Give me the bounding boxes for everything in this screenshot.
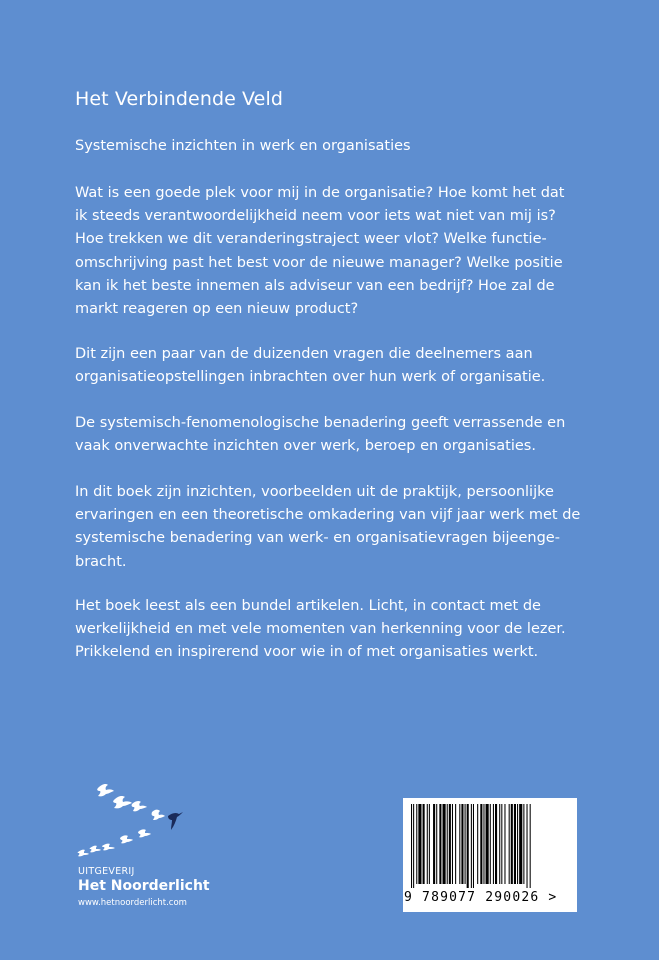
barcode-bar [477,804,478,884]
barcode-bar [514,804,516,884]
blurb-paragraph-2 [75,343,585,389]
barcode-bar [530,804,531,888]
barcode-bar [439,804,441,884]
barcode-bar [511,804,513,884]
publisher-label: UITGEVERIJ [78,866,135,877]
barcode-bar [473,804,474,888]
blurb-line: bracht. [75,553,127,570]
blurb-line: Wat is een goede plek voor mij in de organisatie? Hoe komt het dat [75,185,565,201]
barcode-bar [411,804,412,888]
barcode-bar [523,804,524,884]
publisher-logo [72,780,212,915]
barcode-bar [461,804,463,884]
book-title: Het Verbindende Veld [75,88,284,110]
barcode-bar [423,804,425,884]
blurb-line: Prikkelend en inspirerend voor wie in of met organisaties werkt. [75,644,539,661]
barcode-bar [504,804,505,884]
blurb-line: ervaringen en een theoretische omkadering van vijf jaar werk met de [75,507,581,524]
book-subtitle: Systemische inzichten in werk en organisaties [75,138,411,154]
barcode-bar [459,804,460,884]
barcode-bar [467,804,469,888]
barcode-bar [499,804,500,884]
blurb-line: omschrijving past het best voor de nieuwe manager? Welke positie [75,254,563,271]
blurb-line: systemische benadering van werk- en organisatievragen bijeenge- [75,530,560,547]
blurb-line: markt reageren op een nieuw product? [75,301,359,318]
barcode-bar [509,804,510,884]
isbn-number: 9 789077 290026 > [404,890,558,905]
publisher-url[interactable]: www.hetnoorderlicht.com [78,898,187,908]
barcode-bar [519,804,522,884]
barcode-bar [495,804,497,884]
blurb-line: In dit boek zijn inzichten, voorbeelden uit de praktijk, persoonlijke [75,484,554,500]
barcode-bar [416,804,417,884]
barcode-bar [527,804,528,888]
blurb-line: vaak onverwachte inzichten over werk, beroep en organisaties. [75,438,536,455]
barcode-bar [452,804,453,884]
barcode-bar [490,804,491,884]
blurb-paragraph-1 [75,182,585,321]
barcode-bar [455,804,456,884]
blurb-line: Hoe trekken we dit veranderingstraject weer vlot? Welke functie- [75,231,547,248]
barcode-bar [436,804,437,884]
barcode-bar [486,804,489,884]
barcode-bar [427,804,428,884]
blurb-line: Het boek leest als een bundel artikelen. Licht, in contact met de [75,598,541,614]
barcode-bar [480,804,482,884]
blurb-line: Dit zijn een paar van de duizenden vragen die deelnemers aan [75,346,533,362]
blurb-line: kan ik het beste innemen als adviseur van een bedrijf? Hoe zal de [75,277,555,294]
barcode-bar [433,804,435,884]
blurb-paragraph-4 [75,481,585,574]
barcode-bar [471,804,472,888]
barcode-bar [483,804,484,884]
barcode-bar [418,804,421,884]
blurb-line: organisatieopstellingen inbrachten over hun werk of organisatie. [75,369,546,386]
blurb-line: De systemisch-fenomenologische benadering geeft verrassende en [75,415,566,431]
barcode-bar [429,804,430,884]
barcode-bar [493,804,494,884]
barcode-bar [447,804,448,884]
publisher-name: Het Noorderlicht [78,878,210,894]
blurb-paragraph-3 [75,412,585,458]
blurb-paragraph-5 [75,595,585,665]
barcode-bar [517,804,518,884]
flying-birds-icon [72,780,212,865]
barcode-bar [449,804,451,884]
barcode-bar [443,804,446,884]
barcode-bar [413,804,414,888]
isbn-barcode [403,798,577,912]
blurb-line: werkelijkheid en met vele momenten van herkenning voor de lezer. [75,621,566,638]
barcode-bar [465,804,466,884]
isbn-barcode-icon [411,804,569,888]
blurb-line: ik steeds verantwoordelijkheid neem voor iets wat niet van mij is? [75,208,556,225]
barcode-bar [501,804,502,884]
